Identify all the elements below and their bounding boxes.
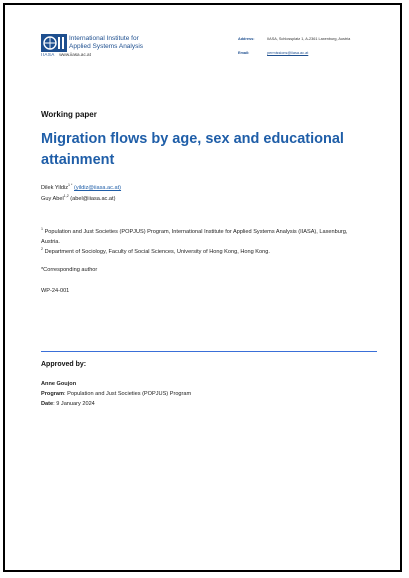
org-subline (41, 52, 91, 57)
author-name: Dilek Yildiz (41, 184, 69, 191)
address-value: IIASA, Schlossplatz 1, A-2361 Laxenburg, Austria (267, 37, 351, 41)
date-label: Date (41, 401, 54, 407)
org-name-line1: International Institute for (69, 35, 139, 42)
iiasa-logo-icon (41, 34, 67, 52)
org-name-line2: Applied Systems Analysis (69, 42, 144, 50)
org-abbreviation: IIASA (41, 52, 55, 57)
address-label: Address: (238, 37, 255, 41)
author-superscript: 1 * (68, 183, 73, 187)
paper-title: Migration flows by age, sex and educational attainment (41, 131, 344, 168)
org-name (69, 35, 143, 50)
corresponding-author-note: *Corresponding author (41, 267, 98, 273)
affiliation-2 (41, 244, 361, 257)
author-email-link[interactable]: (yildiz@iiasa.ac.at) (74, 184, 122, 191)
approver-name: Anne Goujon (41, 381, 77, 387)
author-name: Guy Abel (41, 195, 64, 202)
affiliation-text: Population and Just Societies (POPJUS) Program, International Institute for Applied Systems Analysis (IIASA), Laxenburg, Austria. (41, 228, 348, 245)
affiliation-superscript: 2 (41, 247, 43, 251)
affiliation-text: Department of Sociology, Faculty of Social Sciences, University of Hong Kong, Hong Kong. (44, 248, 270, 255)
program-value: : Population and Just Societies (POPJUS) Program (64, 391, 192, 397)
email-label: Email: (238, 51, 250, 55)
document-type-label: Working paper (41, 110, 97, 119)
author-line (41, 194, 115, 202)
section-divider (41, 351, 377, 352)
affiliation-superscript: 1 (41, 227, 43, 231)
author-email: (abel@iiasa.ac.at) (70, 195, 116, 202)
paper-id: WP-24-001 (41, 288, 70, 294)
date-value: : 9 January 2024 (53, 401, 95, 407)
address-line (238, 37, 350, 41)
date-line (41, 401, 95, 407)
author-superscript: 1,2 (63, 194, 69, 198)
email-line (238, 51, 308, 55)
author-line (41, 183, 121, 191)
program-label: Program (41, 391, 65, 397)
document-page (3, 3, 402, 572)
approved-by-heading: Approved by: (41, 361, 87, 368)
program-line (41, 391, 191, 397)
website-link[interactable]: www.iiasa.ac.at (59, 52, 91, 57)
email-link[interactable]: permissions@iiasa.ac.at (267, 51, 309, 55)
